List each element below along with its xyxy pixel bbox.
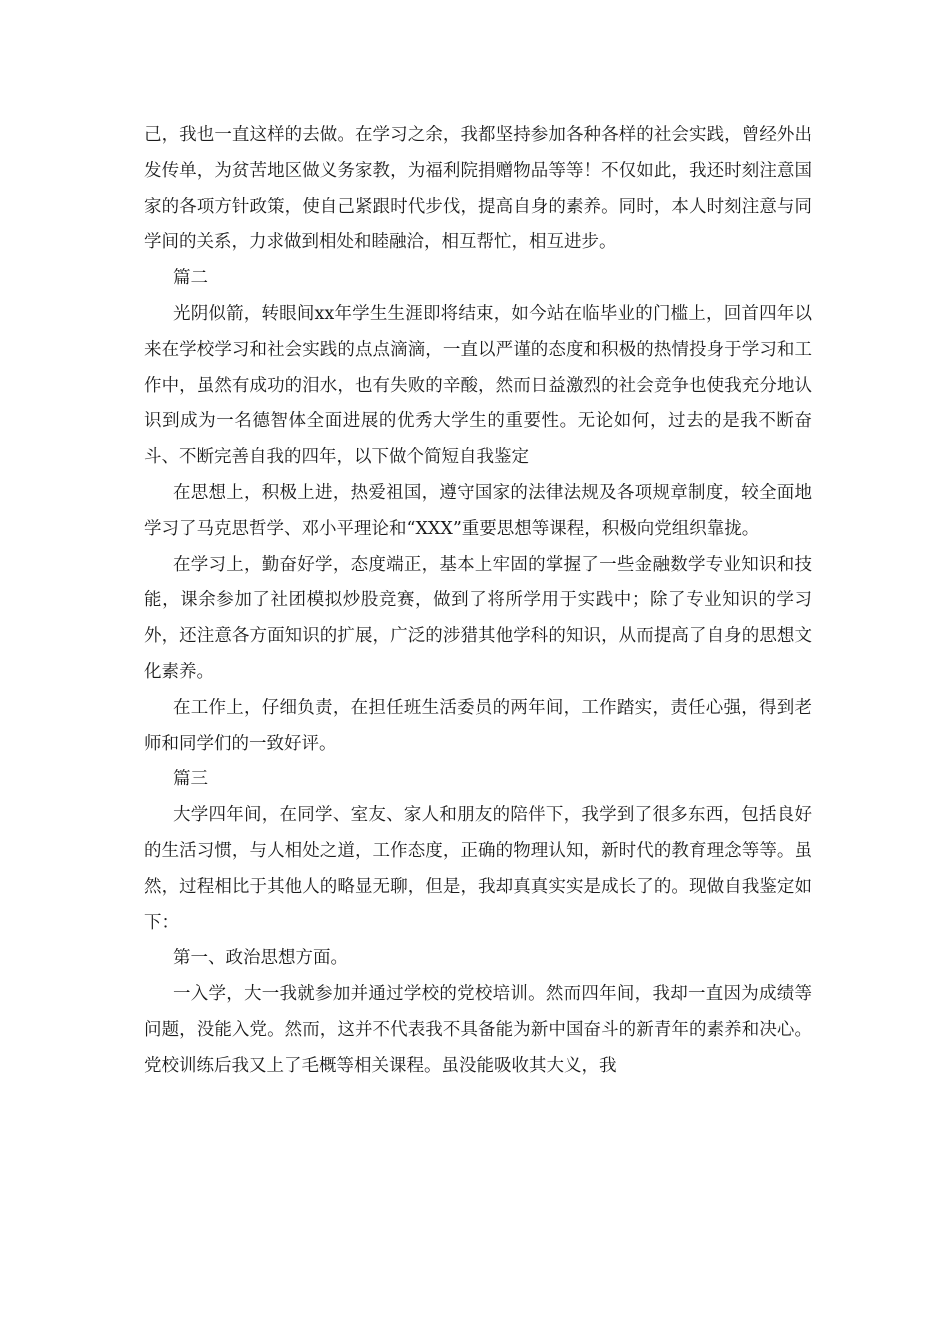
- paragraph: 光阴似箭，转眼间xx年学生生涯即将结束，如今站在临毕业的门槛上，回首四年以来在学校学习和社会实践的点点滴滴，一直以严谨的态度和积极的热情投身于学习和工作中，虽然有成功的泪水，也有失败的辛酸，然而日益激烈的社会竞争也使我充分地认识到成为一名德智体全面进展的优秀大学生的重要性。无论如何，过去的是我不断奋斗、不断完善自我的四年，以下做个简短自我鉴定: [144, 303, 812, 468]
- paragraph: 一入学，大一我就参加并通过学校的党校培训。然而四年间，我却一直因为成绩等问题，没能入党。然而，这并不代表我不具备能为新中国奋斗的新青年的素养和决心。党校训练后我又上了毛概等相关课程。虽没能吸收其大义，我: [144, 984, 812, 1076]
- paragraph: 大学四年间，在同学、室友、家人和朋友的陪伴下，我学到了很多东西，包括良好的生活习惯，与人相处之道，工作态度，正确的物理认知，新时代的教育理念等等。虽然，过程相比于其他人的略显无聊，但是，我却真真实实是成长了的。现做自我鉴定如下：: [144, 805, 812, 933]
- paragraph-continued: 己，我也一直这样的去做。在学习之余，我都坚持参加各种各样的社会实践，曾经外出发传单，为贫苦地区做义务家教，为福利院捐赠物品等等！不仅如此，我还时刻注意国家的各项方针政策，使自己紧跟时代步伐，提高自身的素养。同时，本人时刻注意与同学间的关系，力求做到相处和睦融洽，相互帮忙，相互进步。: [144, 125, 812, 253]
- section-heading-3: 篇三: [173, 769, 208, 790]
- paragraph: 在工作上，仔细负责，在担任班生活委员的两年间，工作踏实，责任心强，得到老师和同学们的一致好评。: [144, 697, 812, 754]
- document-body: [144, 118, 812, 1085]
- paragraph: 在学习上，勤奋好学，态度端正，基本上牢固的掌握了一些金融数学专业知识和技能，课余参加了社团模拟炒股竞赛，做到了将所学用于实践中；除了专业知识的学习外，还注意各方面知识的扩展，广泛的涉猎其他学科的知识，从而提高了自身的思想文化素养。: [144, 554, 812, 682]
- paragraph: 在思想上，积极上进，热爱祖国，遵守国家的法律法规及各项规章制度，较全面地学习了马克思哲学、邓小平理论和“XXX”重要思想等课程，积极向党组织靠拢。: [144, 482, 812, 539]
- section-heading-2: 篇二: [173, 268, 208, 289]
- subsection-heading: 第一、政治思想方面。: [173, 948, 348, 969]
